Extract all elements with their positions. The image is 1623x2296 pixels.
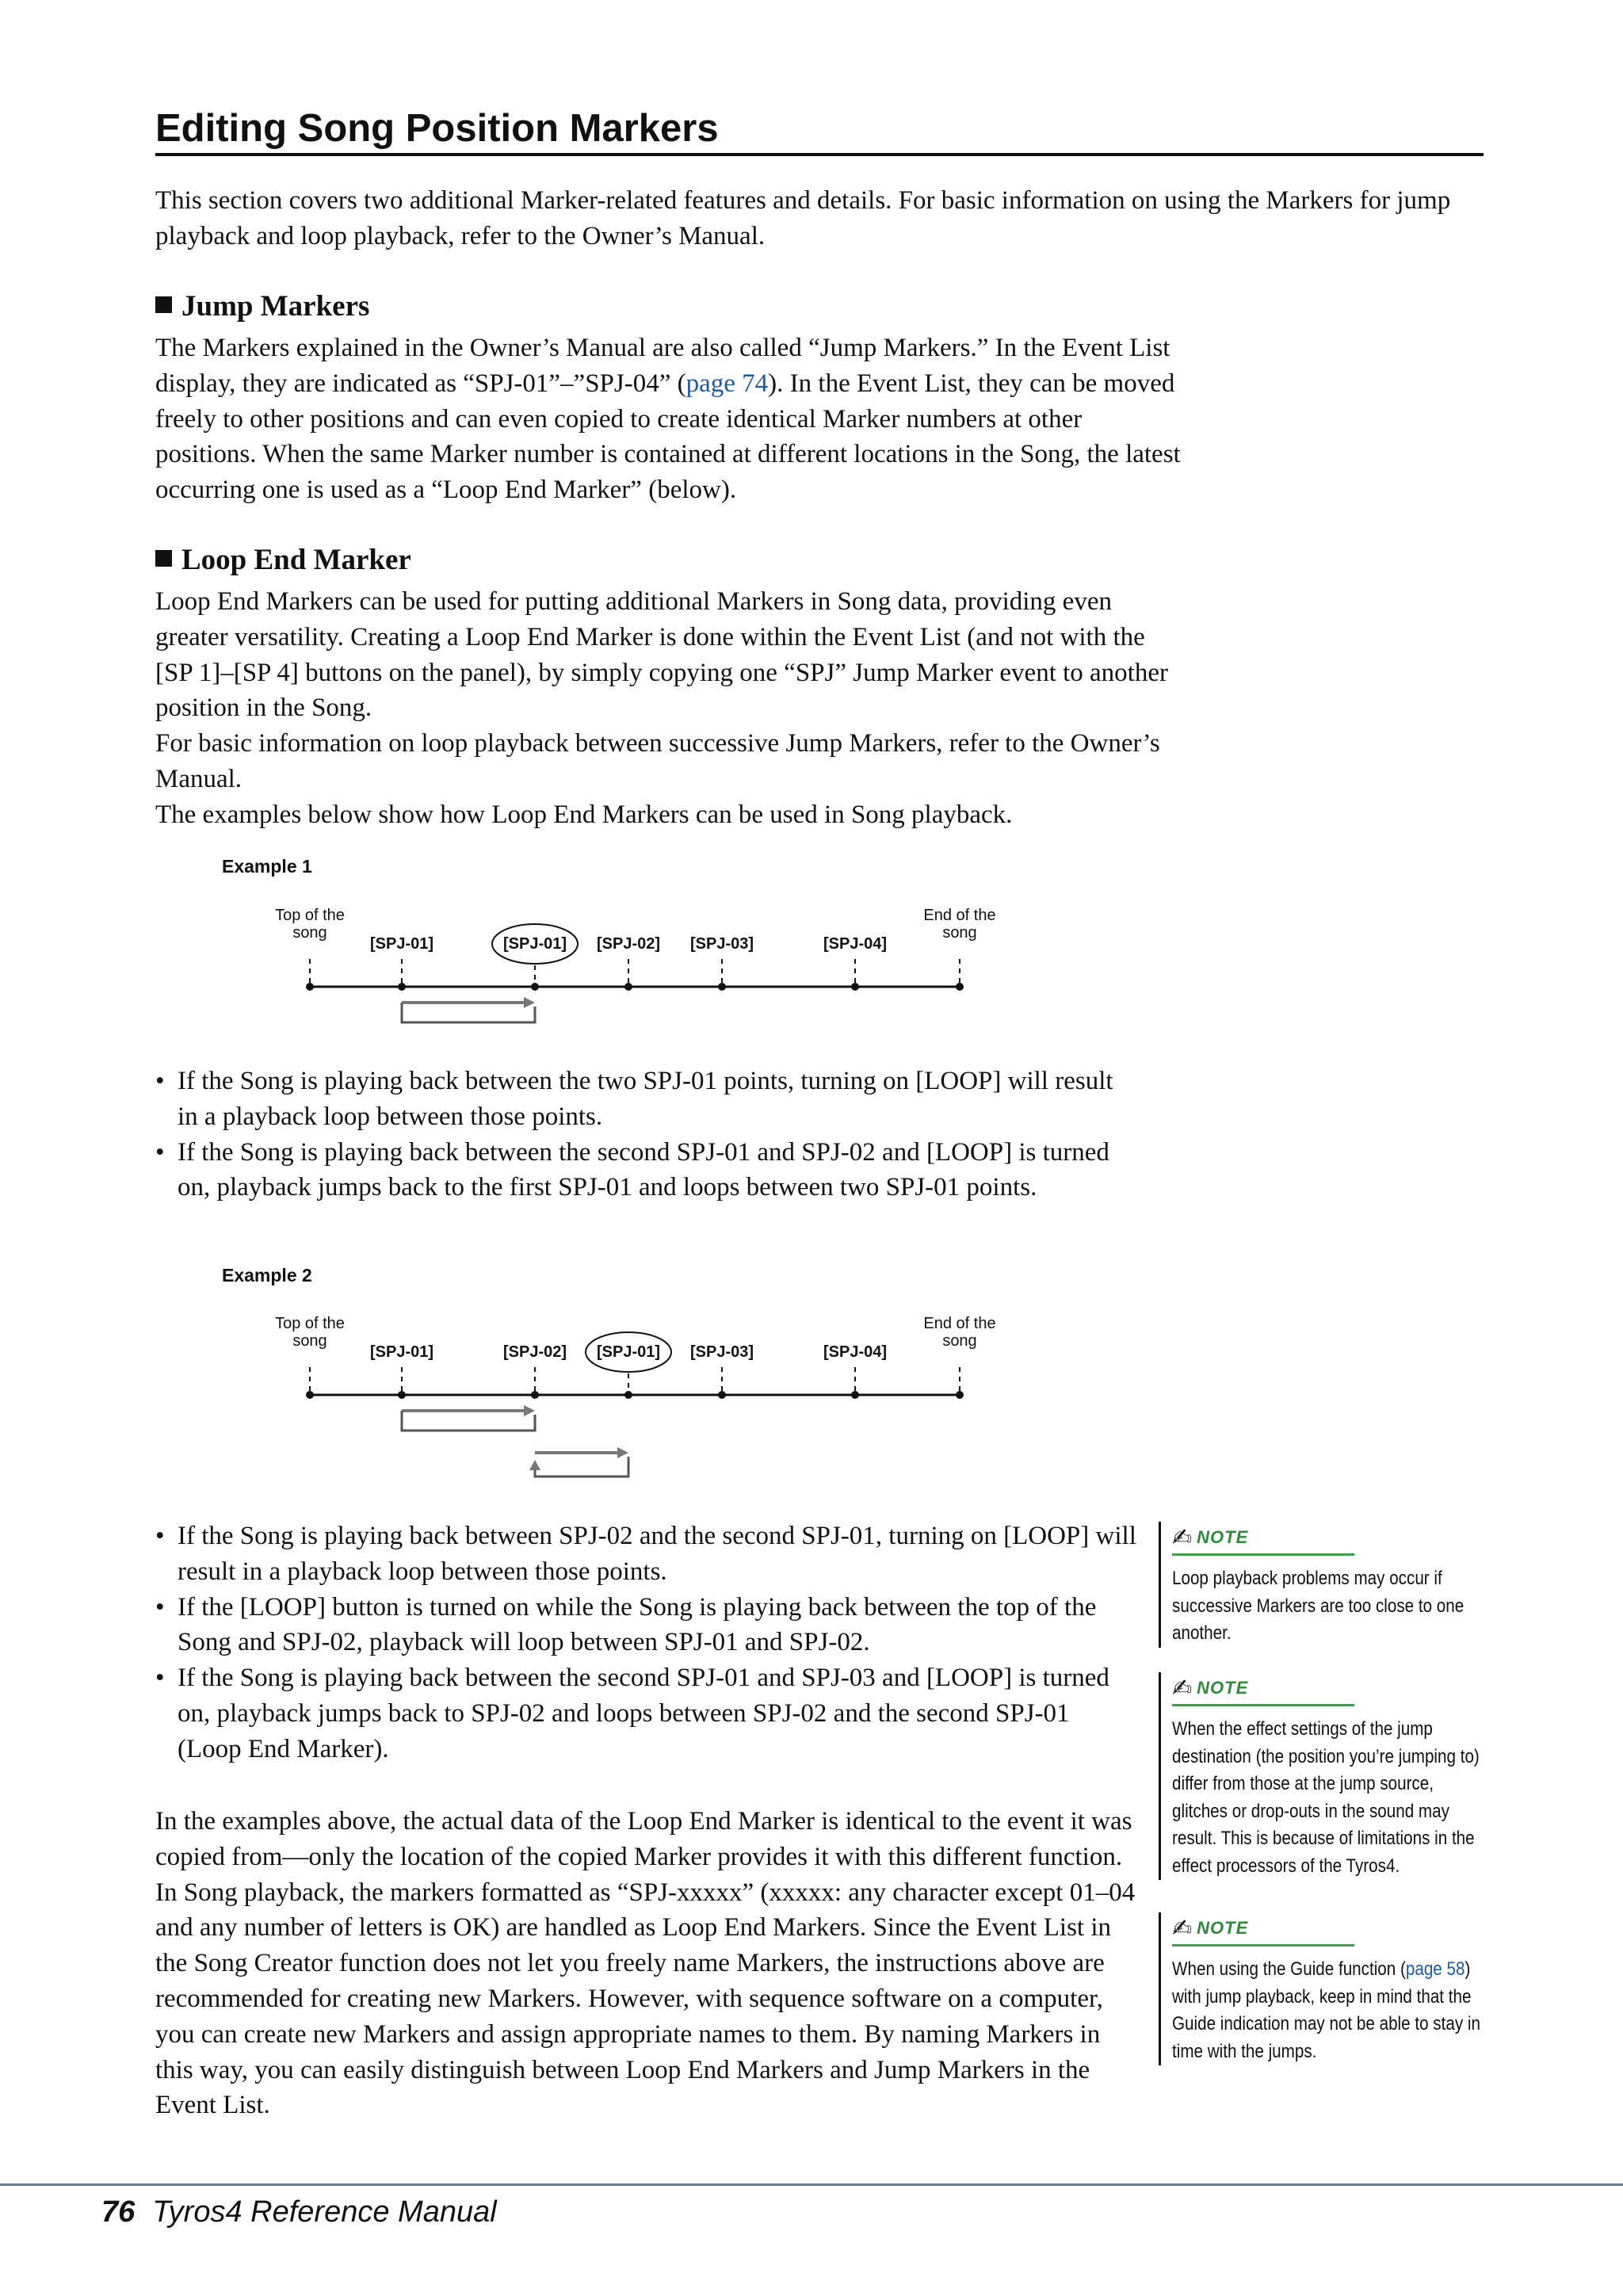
bullet-item: • If the Song is playing back between the second SPJ-01 and SPJ-03 and [LOOP] is turned on, playback jumps back to SPJ-02 and loops between SPJ-02 and the second SPJ-01 (Loop End Marker). bbox=[155, 1660, 1138, 1767]
end-of-song-label-2: song bbox=[942, 1332, 977, 1350]
marker-label: [SPJ-04] bbox=[823, 1343, 888, 1361]
note-box bbox=[1159, 1912, 1489, 2065]
jump-markers-paragraph bbox=[155, 330, 1186, 508]
footer-rule bbox=[0, 2183, 1623, 2186]
note-header bbox=[1172, 1522, 1354, 1556]
note-text bbox=[1172, 1956, 1486, 2065]
page-number: 76 bbox=[101, 2195, 136, 2229]
note-text-before: When using the Guide function ( bbox=[1172, 1958, 1406, 1980]
top-of-song-label: Top of the bbox=[275, 907, 345, 924]
marker-label: [SPJ-04] bbox=[823, 935, 888, 953]
marker-label: [SPJ-01] bbox=[502, 935, 567, 953]
bullet-item: • If the Song is playing back between the two SPJ-01 points, turning on [LOOP] will result in a playback loop between those points. bbox=[155, 1064, 1138, 1135]
closing-paragraph-1: In the examples above, the actual data of the Loop End Marker is identical to the event it was copied from—only the location of the copied Marker provides it with this different function. bbox=[155, 1807, 1132, 1871]
note-header bbox=[1172, 1912, 1354, 1946]
page-footer bbox=[101, 2195, 497, 2229]
note-header bbox=[1172, 1672, 1354, 1706]
loop-paragraph-3: The examples below show how Loop End Markers can be used in Song playback. bbox=[155, 800, 1013, 829]
loop-paragraph-1: Loop End Markers can be used for putting additional Markers in Song data, providing even greater versatility. Creating a Loop End Marker is done within the Event List (and not with the [SP 1]–[SP 4] buttons on the panel), by simply copying one “SPJ” Jump Marker event to another position in the Song. bbox=[155, 587, 1168, 723]
example-2-bullets bbox=[155, 1519, 1138, 1767]
end-of-song-label: End of the bbox=[923, 907, 996, 924]
top-of-song-label: Top of the bbox=[275, 1315, 345, 1332]
example-1-label: Example 1 bbox=[222, 856, 312, 877]
note-text: When the effect settings of the jump destination (the position you’re jumping to) differ from those at the jump source, glitches or drop-outs in the sound may result. This is because of limitations in the effect processors of the Tyros4. bbox=[1172, 1718, 1480, 1877]
loop-paragraph-2: For basic information on loop playback between successive Jump Markers, refer to the Owner’s Manual. bbox=[155, 729, 1160, 793]
page-74-link[interactable]: page 74 bbox=[685, 369, 769, 398]
pencil-icon: ✍ bbox=[1172, 1914, 1193, 1943]
note-label: NOTE bbox=[1197, 1678, 1249, 1698]
top-of-song-label-2: song bbox=[292, 1332, 327, 1350]
title-underline bbox=[155, 153, 1484, 156]
pencil-icon: ✍ bbox=[1172, 1674, 1193, 1702]
note-label: NOTE bbox=[1197, 1918, 1249, 1938]
marker-label: [SPJ-03] bbox=[689, 1343, 754, 1361]
page-58-link[interactable]: page 58 bbox=[1405, 1958, 1465, 1980]
example-2-diagram bbox=[238, 1304, 1014, 1494]
marker-label: [SPJ-02] bbox=[502, 1343, 567, 1361]
intro-paragraph: This section covers two additional Marker-related features and details. For basic information on using the Markers for jump playback and loop playback, refer to the Owner’s Manual. bbox=[155, 186, 1451, 250]
marker-label: [SPJ-01] bbox=[596, 1343, 661, 1361]
note-text-after: ) with jump playback, keep in mind that the Guide indication may not be able to stay in time with the jumps. bbox=[1172, 1958, 1480, 2062]
pencil-icon: ✍ bbox=[1172, 1523, 1193, 1552]
jump-markers-heading-text: Jump Markers bbox=[181, 290, 370, 323]
marker-label: [SPJ-03] bbox=[689, 935, 754, 953]
note-text: Loop playback problems may occur if successive Markers are too close to one another. bbox=[1172, 1568, 1465, 1644]
marker-label: [SPJ-02] bbox=[596, 935, 661, 953]
loop-end-marker-heading-text: Loop End Marker bbox=[181, 544, 411, 576]
note-box bbox=[1159, 1672, 1489, 1880]
example-2-label: Example 2 bbox=[222, 1265, 312, 1286]
loop-arrow bbox=[402, 1405, 535, 1431]
loop-end-marker-section bbox=[155, 584, 1186, 833]
bullet-item: • If the [LOOP] button is turned on while the Song is playing back between the top of the Song and SPJ-02, playback will loop between SPJ-01 and SPJ-02. bbox=[155, 1590, 1138, 1661]
example-1-bullets bbox=[155, 1064, 1138, 1205]
closing-section bbox=[155, 1804, 1138, 2123]
manual-name: Tyros4 Reference Manual bbox=[152, 2195, 497, 2229]
marker-label: [SPJ-01] bbox=[369, 935, 434, 953]
bullet-item: • If the Song is playing back between the second SPJ-01 and SPJ-02 and [LOOP] is turned on, playback jumps back to the first SPJ-01 and loops between two SPJ-01 points. bbox=[155, 1135, 1138, 1206]
closing-paragraph-2: In Song playback, the markers formatted as “SPJ-xxxxx” (xxxxx: any character except 01–04 and any number of letters is OK) are handled as Loop End Markers. Since the Event List in the Song Creator function does not let you freely name Markers, the instructions above are recommended for creating new Markers. However, with sequence software on a computer, you can create new Markers and assign appropriate names to them. By naming Markers in this way, you can easily distinguish between Loop End Markers and Jump Markers in the Event List. bbox=[155, 1878, 1136, 2120]
square-bullet-icon bbox=[155, 296, 172, 313]
bullet-item: • If the Song is playing back between SPJ-02 and the second SPJ-01, turning on [LOOP] will result in a playback loop between those points. bbox=[155, 1519, 1138, 1590]
end-of-song-label: End of the bbox=[923, 1315, 996, 1332]
top-of-song-label-2: song bbox=[292, 924, 327, 942]
note-box bbox=[1159, 1522, 1489, 1648]
square-bullet-icon bbox=[155, 550, 172, 567]
page-title: Editing Song Position Markers bbox=[155, 107, 719, 150]
loop-end-marker-heading bbox=[155, 543, 411, 578]
jump-text-before: The Markers explained in the Owner’s Manual are also called “Jump Markers.” In the Event List display, they are indicated as “SPJ-01”–”SPJ-04” ( bbox=[155, 334, 1170, 398]
note-label: NOTE bbox=[1197, 1527, 1249, 1547]
loop-arrow bbox=[529, 1447, 628, 1477]
end-of-song-label-2: song bbox=[942, 924, 977, 942]
loop-arrow bbox=[402, 997, 535, 1022]
jump-markers-heading bbox=[155, 289, 369, 324]
jump-text-after: ). In the Event List, they can be moved freely to other positions and can even copied to create identical Marker numbers at other positions. When the same Marker number is contained at different locations in the Song, the latest occurring one is used as a “Loop End Marker” (below). bbox=[155, 369, 1181, 505]
marker-label: [SPJ-01] bbox=[369, 1343, 434, 1361]
example-1-diagram bbox=[238, 896, 1014, 1054]
marker-ticks bbox=[310, 959, 960, 987]
